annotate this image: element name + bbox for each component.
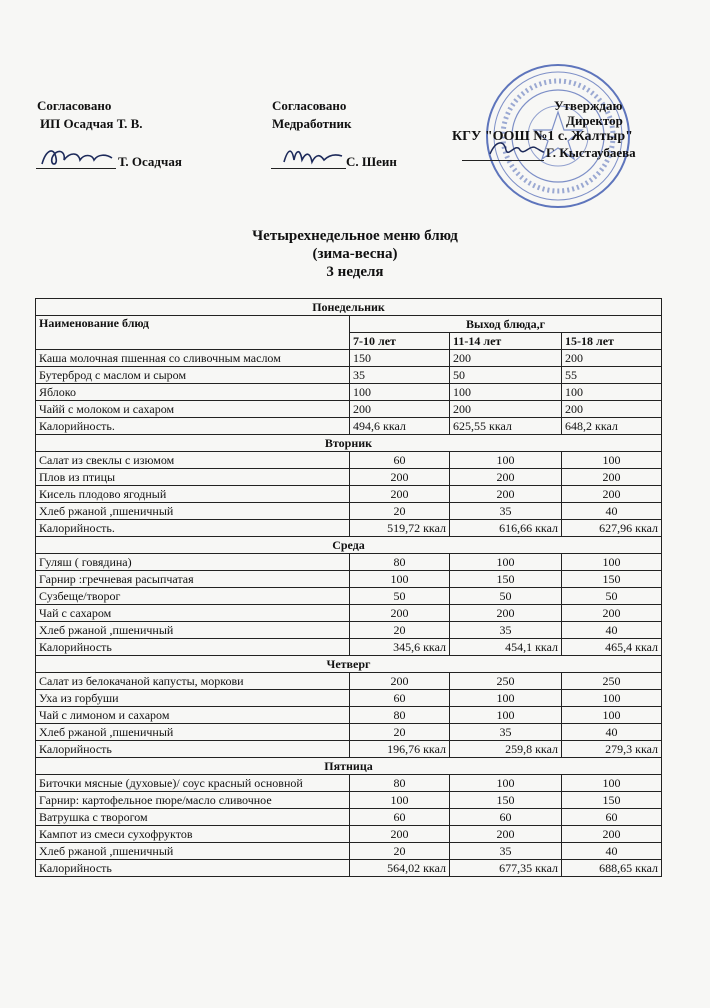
approval-middle-title: Согласовано bbox=[272, 98, 347, 113]
portion-value: 35 bbox=[450, 503, 562, 520]
calorie-value: 564,02 ккал bbox=[350, 860, 450, 877]
dish-row bbox=[36, 486, 662, 503]
portion-value: 200 bbox=[450, 469, 562, 486]
calorie-value: 627,96 ккал bbox=[562, 520, 662, 537]
day-name: Вторник bbox=[36, 435, 662, 452]
portion-value: 60 bbox=[350, 452, 450, 469]
dish-name: Чайй с молоком и сахаром bbox=[36, 401, 350, 418]
dish-name: Салат из белокачаной капусты, моркови bbox=[36, 673, 350, 690]
portion-value: 200 bbox=[450, 486, 562, 503]
calorie-value: 345,6 ккал bbox=[350, 639, 450, 656]
dish-row bbox=[36, 384, 662, 401]
portion-value: 200 bbox=[350, 401, 450, 418]
age-col-15-18: 15-18 лет bbox=[562, 333, 662, 350]
portion-value: 60 bbox=[562, 809, 662, 826]
portion-value: 100 bbox=[450, 554, 562, 571]
calorie-label: Калорийность. bbox=[36, 418, 350, 435]
portion-value: 100 bbox=[562, 775, 662, 792]
calorie-row bbox=[36, 639, 662, 656]
portion-value: 50 bbox=[350, 588, 450, 605]
portion-value: 100 bbox=[350, 571, 450, 588]
dish-name: Плов из птицы bbox=[36, 469, 350, 486]
dish-row bbox=[36, 367, 662, 384]
dish-name: Салат из свеклы с изюмом bbox=[36, 452, 350, 469]
day-name-monday: Понедельник bbox=[36, 299, 662, 316]
dish-row bbox=[36, 775, 662, 792]
portion-value: 40 bbox=[562, 622, 662, 639]
calorie-label: Калорийность. bbox=[36, 520, 350, 537]
portion-value: 80 bbox=[350, 554, 450, 571]
dish-row bbox=[36, 826, 662, 843]
portion-value: 200 bbox=[350, 605, 450, 622]
portion-value: 100 bbox=[350, 792, 450, 809]
portion-value: 200 bbox=[350, 673, 450, 690]
portion-value: 200 bbox=[562, 401, 662, 418]
calorie-row bbox=[36, 860, 662, 877]
day-header-row bbox=[36, 537, 662, 554]
approval-right-role: Директор bbox=[566, 113, 623, 128]
calorie-value: 494,6 ккал bbox=[350, 418, 450, 435]
menu-table bbox=[35, 298, 662, 877]
column-header-row bbox=[36, 316, 662, 333]
dish-row bbox=[36, 707, 662, 724]
portion-value: 100 bbox=[562, 690, 662, 707]
dish-row bbox=[36, 503, 662, 520]
portion-value: 250 bbox=[562, 673, 662, 690]
dish-row bbox=[36, 452, 662, 469]
calorie-value: 677,35 ккал bbox=[450, 860, 562, 877]
portion-value: 150 bbox=[562, 792, 662, 809]
portion-value: 60 bbox=[350, 809, 450, 826]
calorie-label: Калорийность bbox=[36, 741, 350, 758]
dish-name: Уха из горбуши bbox=[36, 690, 350, 707]
calorie-row bbox=[36, 741, 662, 758]
document-title: Четырехнедельное меню блюд bbox=[252, 228, 458, 244]
dish-name: Ватрушка с творогом bbox=[36, 809, 350, 826]
calorie-value: 625,55 ккал bbox=[450, 418, 562, 435]
portion-value: 200 bbox=[450, 826, 562, 843]
dish-row bbox=[36, 605, 662, 622]
portion-value: 200 bbox=[562, 826, 662, 843]
approval-left-org: ИП Осадчая Т. В. bbox=[40, 116, 143, 131]
calorie-value: 519,72 ккал bbox=[350, 520, 450, 537]
document-subtitle-season: (зима-весна) bbox=[312, 246, 398, 262]
calorie-value: 454,1 ккал bbox=[450, 639, 562, 656]
day-header-row bbox=[36, 656, 662, 673]
calorie-value: 279,3 ккал bbox=[562, 741, 662, 758]
dish-row bbox=[36, 724, 662, 741]
portion-value: 60 bbox=[450, 809, 562, 826]
dish-name: Гуляш ( говядина) bbox=[36, 554, 350, 571]
portion-value: 100 bbox=[562, 452, 662, 469]
day-name: Среда bbox=[36, 537, 662, 554]
approval-right-title: Утверждаю bbox=[554, 98, 623, 113]
approval-right-org: КГУ "ООШ №1 с. Жалтыр" bbox=[452, 129, 633, 144]
dish-row bbox=[36, 690, 662, 707]
dish-row bbox=[36, 622, 662, 639]
col-header-output: Выход блюда,г bbox=[350, 316, 662, 333]
dish-name: Хлеб ржаной ,пшеничный bbox=[36, 503, 350, 520]
dish-name: Гарнир: картофельное пюре/масло сливочное bbox=[36, 792, 350, 809]
dish-name: Хлеб ржаной ,пшеничный bbox=[36, 843, 350, 860]
portion-value: 35 bbox=[450, 622, 562, 639]
age-col-7-10: 7-10 лет bbox=[350, 333, 450, 350]
portion-value: 20 bbox=[350, 503, 450, 520]
portion-value: 20 bbox=[350, 724, 450, 741]
portion-value: 100 bbox=[450, 690, 562, 707]
portion-value: 200 bbox=[350, 469, 450, 486]
dish-name: Кампот из смеси сухофруктов bbox=[36, 826, 350, 843]
portion-value: 150 bbox=[562, 571, 662, 588]
calorie-row bbox=[36, 520, 662, 537]
calorie-value: 688,65 ккал bbox=[562, 860, 662, 877]
day-header-row bbox=[36, 435, 662, 452]
portion-value: 200 bbox=[562, 469, 662, 486]
day-name: Четверг bbox=[36, 656, 662, 673]
dish-row bbox=[36, 792, 662, 809]
portion-value: 100 bbox=[562, 554, 662, 571]
portion-value: 50 bbox=[450, 588, 562, 605]
portion-value: 100 bbox=[450, 707, 562, 724]
portion-value: 100 bbox=[450, 775, 562, 792]
dish-name: Биточки мясные (духовые)/ соус красный основной bbox=[36, 775, 350, 792]
calorie-value: 616,66 ккал bbox=[450, 520, 562, 537]
portion-value: 20 bbox=[350, 843, 450, 860]
portion-value: 250 bbox=[450, 673, 562, 690]
portion-value: 35 bbox=[450, 843, 562, 860]
portion-value: 40 bbox=[562, 724, 662, 741]
dish-name: Кисель плодово ягодный bbox=[36, 486, 350, 503]
portion-value: 150 bbox=[450, 571, 562, 588]
dish-row bbox=[36, 673, 662, 690]
portion-value: 200 bbox=[350, 826, 450, 843]
calorie-value: 259,8 ккал bbox=[450, 741, 562, 758]
dish-row bbox=[36, 554, 662, 571]
handwritten-signature-right bbox=[486, 134, 546, 162]
portion-value: 100 bbox=[562, 384, 662, 401]
dish-name: Хлеб ржаной ,пшеничный bbox=[36, 724, 350, 741]
portion-value: 80 bbox=[350, 775, 450, 792]
day-header-row bbox=[36, 299, 662, 316]
portion-value: 100 bbox=[450, 452, 562, 469]
approval-left-signer: Т. Осадчая bbox=[118, 154, 182, 169]
col-header-dish-name: Наименование блюд bbox=[36, 316, 350, 350]
dish-row bbox=[36, 843, 662, 860]
dish-row bbox=[36, 350, 662, 367]
portion-value: 40 bbox=[562, 843, 662, 860]
portion-value: 35 bbox=[450, 724, 562, 741]
document-subtitle-week: 3 неделя bbox=[326, 264, 384, 280]
approval-middle-signer: С. Шеин bbox=[346, 154, 397, 169]
portion-value: 200 bbox=[562, 605, 662, 622]
calorie-value: 465,4 ккал bbox=[562, 639, 662, 656]
calorie-label: Калорийность bbox=[36, 860, 350, 877]
handwritten-signature-middle bbox=[280, 140, 346, 170]
dish-name: Чай с лимоном и сахаром bbox=[36, 707, 350, 724]
portion-value: 150 bbox=[350, 350, 450, 367]
day-name: Пятница bbox=[36, 758, 662, 775]
dish-row bbox=[36, 469, 662, 486]
portion-value: 200 bbox=[350, 486, 450, 503]
portion-value: 35 bbox=[350, 367, 450, 384]
dish-row bbox=[36, 401, 662, 418]
dish-name: Сузбеще/творог bbox=[36, 588, 350, 605]
portion-value: 200 bbox=[450, 350, 562, 367]
portion-value: 80 bbox=[350, 707, 450, 724]
portion-value: 200 bbox=[562, 350, 662, 367]
handwritten-signature-left bbox=[36, 140, 118, 170]
portion-value: 50 bbox=[450, 367, 562, 384]
portion-value: 200 bbox=[450, 401, 562, 418]
approval-left-title: Согласовано bbox=[37, 98, 112, 113]
portion-value: 50 bbox=[562, 588, 662, 605]
day-header-row bbox=[36, 758, 662, 775]
calorie-label: Калорийность bbox=[36, 639, 350, 656]
dish-name: Хлеб ржаной ,пшеничный bbox=[36, 622, 350, 639]
dish-name: Яблоко bbox=[36, 384, 350, 401]
portion-value: 100 bbox=[350, 384, 450, 401]
dish-name: Бутерброд с маслом и сыром bbox=[36, 367, 350, 384]
approval-middle-role: Медработник bbox=[272, 116, 352, 131]
dish-name: Гарнир :гречневая расыпчатая bbox=[36, 571, 350, 588]
dish-row bbox=[36, 588, 662, 605]
portion-value: 100 bbox=[562, 707, 662, 724]
approval-right-signer: Г. Кыстаубаева bbox=[546, 145, 636, 160]
portion-value: 20 bbox=[350, 622, 450, 639]
calorie-value: 648,2 ккал bbox=[562, 418, 662, 435]
dish-name: Чай с сахаром bbox=[36, 605, 350, 622]
calorie-row bbox=[36, 418, 662, 435]
dish-row bbox=[36, 809, 662, 826]
dish-row bbox=[36, 571, 662, 588]
portion-value: 40 bbox=[562, 503, 662, 520]
age-col-11-14: 11-14 лет bbox=[450, 333, 562, 350]
portion-value: 200 bbox=[450, 605, 562, 622]
dish-name: Каша молочная пшенная со сливочным маслом bbox=[36, 350, 350, 367]
portion-value: 55 bbox=[562, 367, 662, 384]
portion-value: 60 bbox=[350, 690, 450, 707]
calorie-value: 196,76 ккал bbox=[350, 741, 450, 758]
portion-value: 150 bbox=[450, 792, 562, 809]
portion-value: 100 bbox=[450, 384, 562, 401]
portion-value: 200 bbox=[562, 486, 662, 503]
